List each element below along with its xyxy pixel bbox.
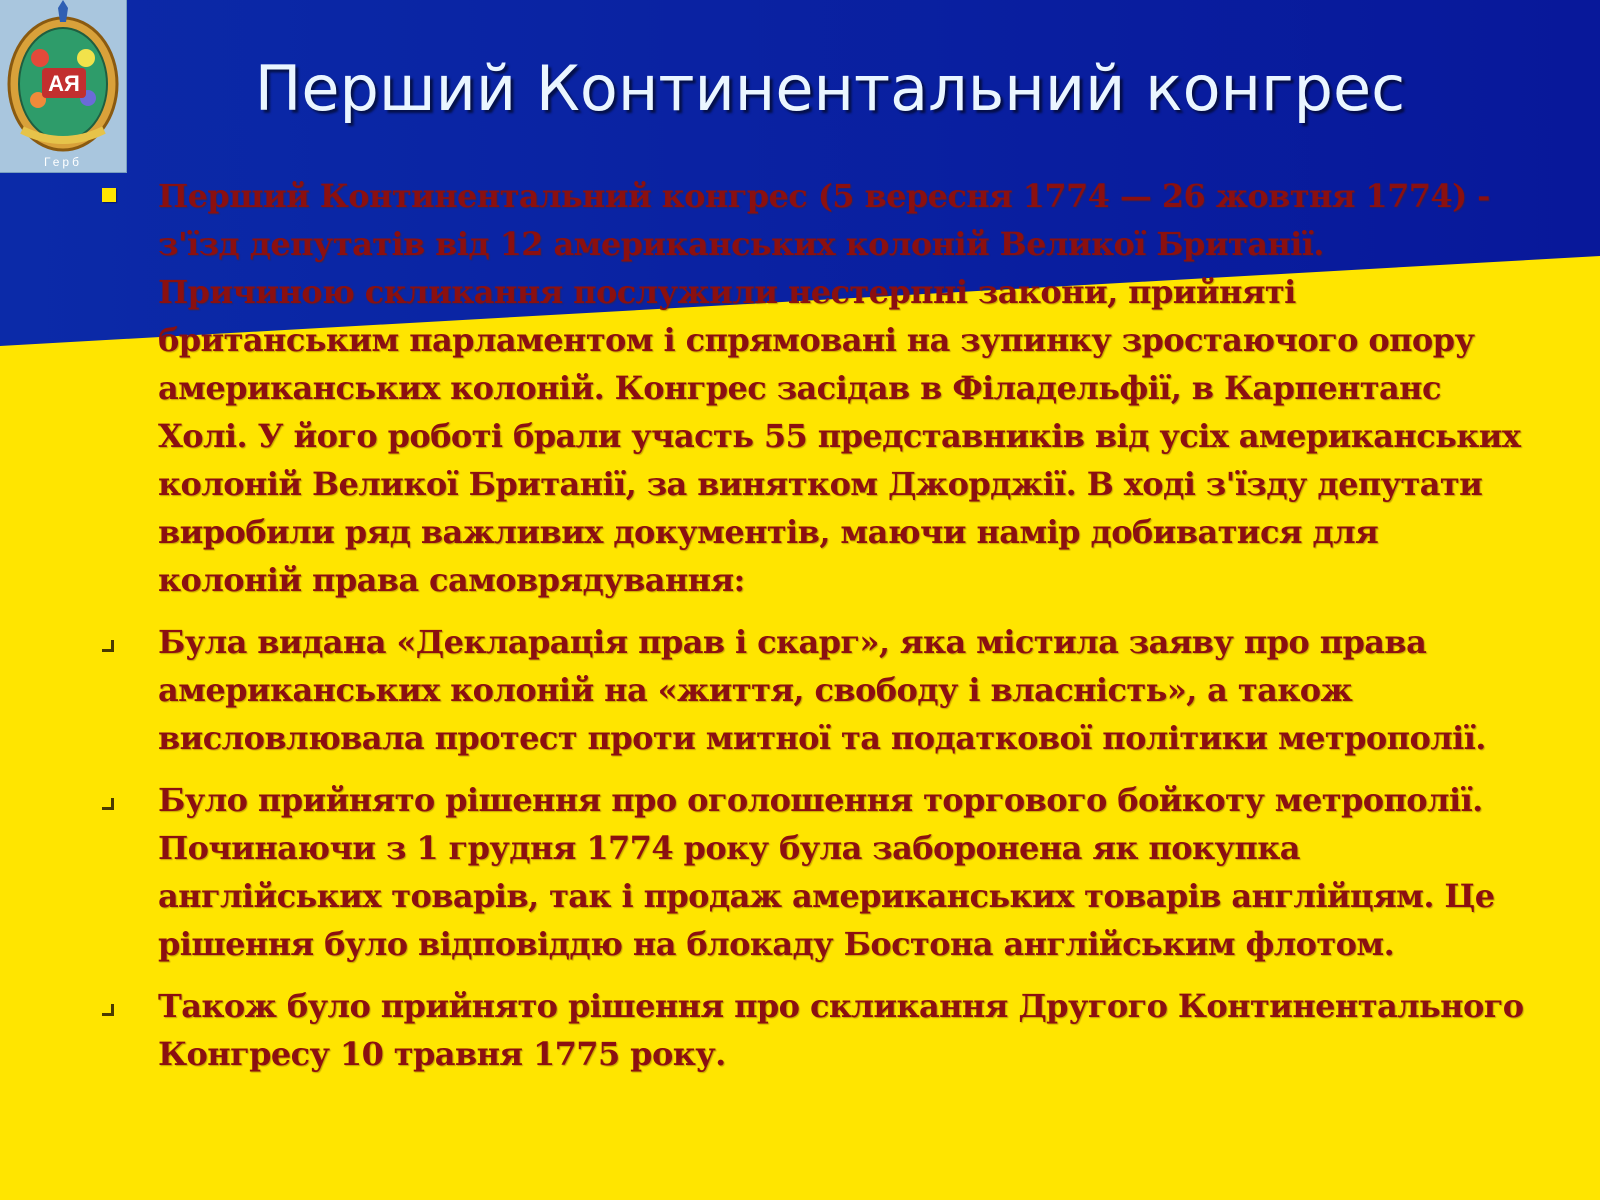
- list-item-boycott: [96, 776, 1526, 968]
- list-item-text: Також було прийнято рішення про скликання Другого Континентального Конгресу 10 травня 1775 року.: [158, 987, 1524, 1073]
- coat-of-arms-logo: [0, 0, 127, 173]
- emblem-caption: Герб: [44, 155, 82, 169]
- bullet-list: [96, 172, 1526, 1092]
- list-item-text: Було прийнято рішення про оголошення торгового бойкоту метрополії. Починаючи з 1 грудня 1774 року була заборонена як покупка англійських товарів, так і продаж американських товарів англійцям. Це рішення було відповіддю на блокаду Бостона англійським флотом.: [158, 781, 1495, 963]
- corner-bullet-icon: [102, 1004, 114, 1016]
- corner-bullet-icon: [102, 798, 114, 810]
- list-item-second-congress: [96, 982, 1526, 1078]
- corner-bullet-icon: [102, 640, 114, 652]
- square-bullet-icon: [102, 188, 116, 202]
- list-item-text: Перший Континентальний конгрес (5 вересня 1774 — 26 жовтня 1774) - з'їзд депутатів від 12 американських колоній Великої Британії. Причиною скликання послужили нестерпні закони, прийняті британським парламентом і спрямовані на зупинку зростаючого опору американських колоній. Конгрес засідав в Філадельфії, в Карпентанс Холі. У його роботі брали участь 55 представників від усіх американських колоній Великої Британії, за винятком Джорджії. В ході з'їзду депутати виробили ряд важливих документів, маючи намір добиватися для колоній права самоврядування:: [158, 177, 1521, 599]
- list-item-declaration: [96, 618, 1526, 762]
- list-item-text: Була видана «Декларація прав і скарг», яка містила заяву про права американських колоній на «життя, свободу і власність», а також висловлювала протест проти митної та податкової політики метрополії.: [158, 623, 1486, 757]
- list-item-intro: [96, 172, 1526, 604]
- emblem-letters: АЯ: [48, 71, 80, 96]
- slide-title: Перший Континентальний конгрес: [254, 52, 1406, 125]
